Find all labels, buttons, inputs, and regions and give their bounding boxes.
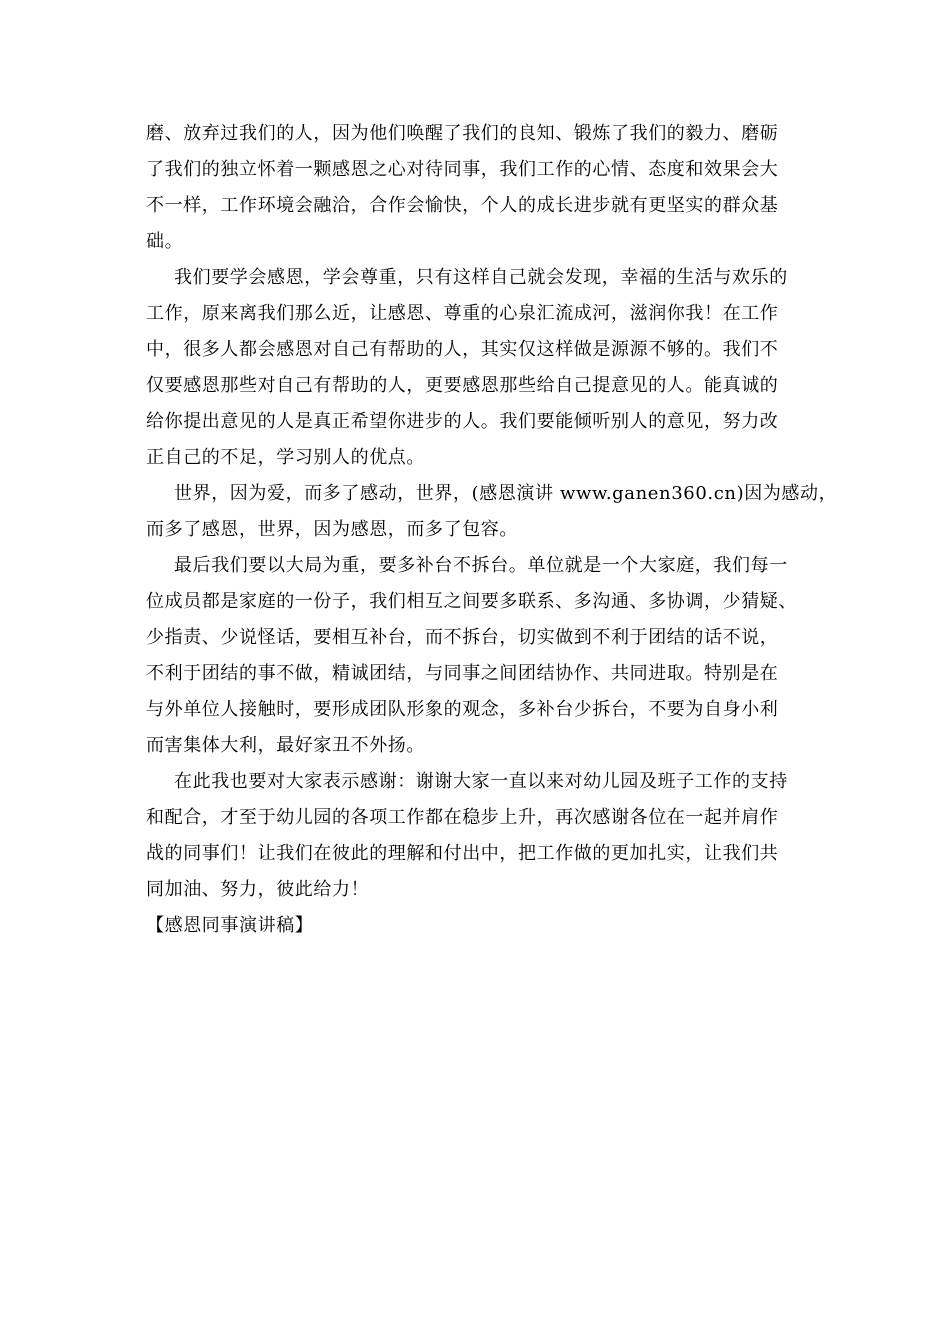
text-line: 磨、放弃过我们的人，因为他们唤醒了我们的良知、锻炼了我们的毅力、磨砺 — [146, 123, 779, 144]
text-line: 而多了感恩，世界，因为感恩，而多了包容。 — [146, 519, 518, 540]
text-line: 而害集体大利，最好家丑不外扬。 — [146, 735, 425, 756]
text-line: 和配合，才至于幼儿园的各项工作都在稳步上升，再次感谢各位在一起并肩作 — [146, 807, 779, 828]
text-line: 不一样，工作环境会融洽，合作会愉快，个人的成长进步就有更坚实的群众基 — [146, 195, 779, 216]
text-line: 工作，原来离我们那么近，让感恩、尊重的心泉汇流成河，滋润你我！在工作 — [146, 303, 779, 324]
text-line: 础。 — [146, 231, 184, 252]
text-line: 少指责、少说怪话，要相互补台，而不拆台，切实做到不利于团结的话不说， — [146, 627, 779, 648]
text-line: 仅要感恩那些对自己有帮助的人，更要感恩那些给自己提意见的人。能真诚的 — [146, 375, 779, 396]
paragraph-start-line: 最后我们要以大局为重，要多补台不拆台。单位就是一个大家庭，我们每一 — [174, 555, 788, 576]
text-line: 战的同事们！让我们在彼此的理解和付出中，把工作做的更加扎实，让我们共 — [146, 843, 779, 864]
text-line: 中，很多人都会感恩对自己有帮助的人，其实仅这样做是源源不够的。我们不 — [146, 339, 779, 360]
paragraph-start-line: 我们要学会感恩，学会尊重，只有这样自己就会发现，幸福的生活与欢乐的 — [174, 267, 788, 288]
text-line: 位成员都是家庭的一份子，我们相互之间要多联系、多沟通、多协调，少猜疑、 — [146, 591, 797, 612]
text-line: 了我们的独立怀着一颗感恩之心对待同事，我们工作的心情、态度和效果会大 — [146, 159, 779, 180]
paragraph-start-line: 世界，因为爱，而多了感动，世界，(感恩演讲 www.ganen360.cn)因为感动， — [174, 483, 838, 504]
text-line: 正自己的不足，学习别人的优点。 — [146, 447, 425, 468]
text-line: 不利于团结的事不做，精诚团结，与同事之间团结协作、共同进取。特别是在 — [146, 663, 779, 684]
body-text — [146, 116, 836, 944]
text-line: 与外单位人接触时，要形成团队形象的观念，多补台少拆台，不要为自身小利 — [146, 699, 779, 720]
text-line: 同加油、努力，彼此给力！ — [146, 879, 370, 900]
document-title-footer: 【感恩同事演讲稿】 — [146, 915, 314, 936]
text-line: 给你提出意见的人是真正希望你进步的人。我们要能倾听别人的意见，努力改 — [146, 411, 779, 432]
paragraph-start-line: 在此我也要对大家表示感谢：谢谢大家一直以来对幼儿园及班子工作的支持 — [174, 771, 788, 792]
